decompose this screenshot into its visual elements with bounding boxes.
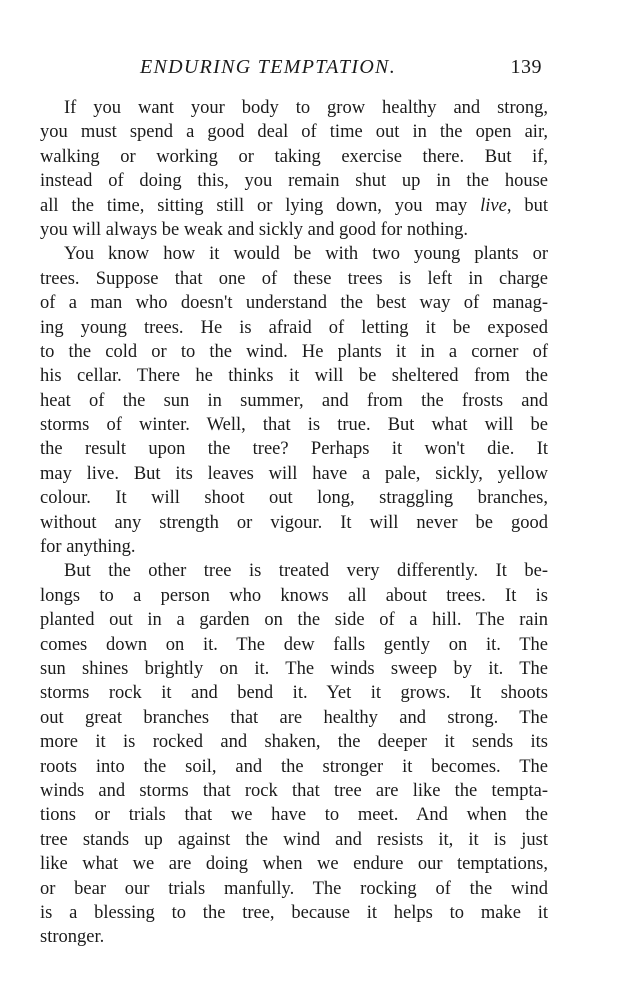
text-line: sun shines brightly on it. The winds sweep by it. The: [40, 658, 548, 679]
text-line: ing young trees. He is afraid of letting it be exposed: [40, 317, 548, 338]
text-line: may live. But its leaves will have a pale, sickly, yellow: [40, 463, 548, 484]
text-line: for anything.: [40, 537, 136, 558]
text-line: or bear our trials manfully. The rocking of the wind: [40, 878, 548, 899]
running-title: ENDURING TEMPTATION.: [140, 56, 396, 78]
text-line: walking or working or taking exercise there. But if,: [40, 146, 548, 167]
text-line: of a man who doesn't understand the best way of manag-: [40, 293, 548, 314]
text-line: storms of winter. Well, that is true. But what will be: [40, 415, 548, 436]
running-head: [40, 50, 540, 82]
text-line: colour. It will shoot out long, straggling branches,: [40, 488, 548, 509]
text-line: longs to a person who knows all about trees. It is: [40, 585, 548, 606]
text-line: more it is rocked and shaken, the deeper it sends its: [40, 732, 548, 753]
page-number: 139: [510, 56, 542, 78]
text-line: all the time, sitting still or lying down, you may live, but: [40, 195, 548, 216]
text-line: tree stands up against the wind and resists it, it is just: [40, 829, 548, 850]
text-line: out great branches that are healthy and strong. The: [40, 707, 548, 728]
text-line: instead of doing this, you remain shut up in the house: [40, 171, 548, 192]
text-line: you must spend a good deal of time out in the open air,: [40, 122, 548, 143]
text-line: planted out in a garden on the side of a hill. The rain: [40, 610, 548, 631]
text-line: without any strength or vigour. It will never be good: [40, 512, 548, 533]
body-text: [40, 96, 548, 950]
text-line: If you want your body to grow healthy and strong,: [64, 98, 548, 118]
text-line: to the cold or to the wind. He plants it in a corner of: [40, 341, 548, 362]
text-line: comes down on it. The dew falls gently on it. The: [40, 634, 548, 655]
text-line: his cellar. There he thinks it will be sheltered from the: [40, 366, 548, 387]
text-line: heat of the sun in summer, and from the frosts and: [40, 390, 548, 411]
text-line: But the other tree is treated very differently. It be-: [64, 561, 548, 582]
text-line: you will always be weak and sickly and good for nothing.: [40, 219, 468, 240]
text-line: You know how it would be with two young plants or: [64, 244, 548, 265]
text-line: trees. Suppose that one of these trees is left in charge: [40, 268, 548, 289]
text-line: is a blessing to the tree, because it helps to make it: [40, 902, 548, 923]
text-line: stronger.: [40, 927, 105, 948]
text-line: winds and storms that rock that tree are like the tempta-: [40, 780, 548, 801]
text-line: tions or trials that we have to meet. And when the: [40, 805, 548, 826]
emphasis: live: [480, 195, 507, 216]
text-line: the result upon the tree? Perhaps it won't die. It: [40, 439, 548, 460]
text-line: storms rock it and bend it. Yet it grows. It shoots: [40, 683, 548, 704]
text-line: like what we are doing when we endure our temptations,: [40, 854, 548, 875]
text-line: roots into the soil, and the stronger it becomes. The: [40, 756, 548, 777]
